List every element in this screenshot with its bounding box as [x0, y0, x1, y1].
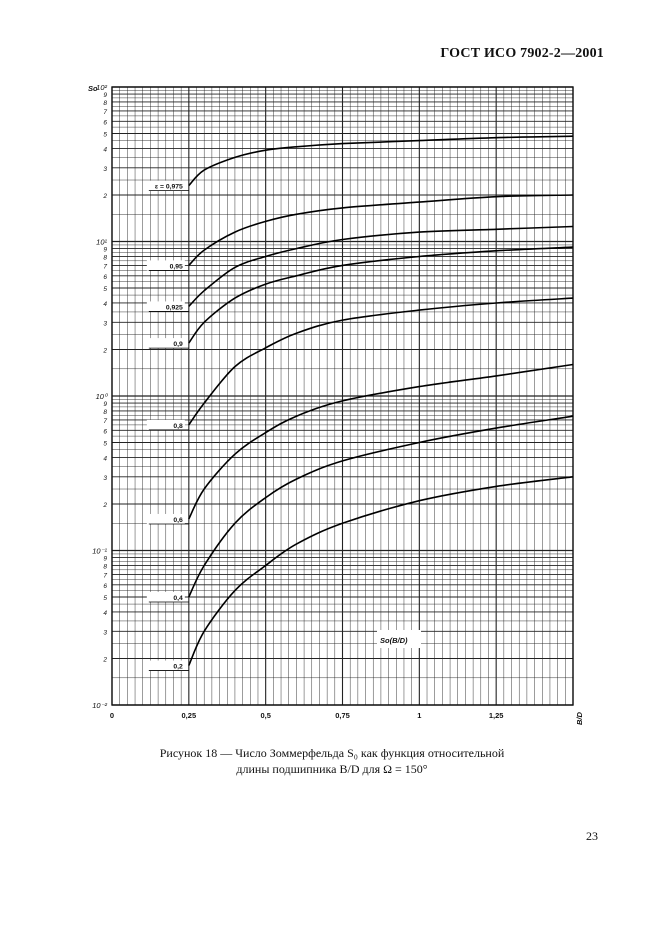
- y-axis-label: So: [88, 84, 98, 93]
- y-tick-label: 5: [103, 286, 107, 294]
- y-tick-label: 2: [103, 656, 107, 664]
- curve-label: 0,4: [173, 595, 183, 603]
- y-tick-label: 6: [103, 119, 107, 127]
- y-tick-label: 9: [103, 401, 107, 409]
- y-tick-label: 10⁰: [95, 392, 107, 401]
- y-tick-label: 9: [103, 555, 107, 563]
- y-tick-label: 6: [103, 582, 107, 590]
- page-number: 23: [586, 829, 598, 843]
- figure-caption: [110, 745, 554, 777]
- curve-label: 0,2: [173, 663, 183, 671]
- y-tick-label: 6: [103, 428, 107, 436]
- y-tick-label: 7: [103, 263, 107, 271]
- y-tick-label: 8: [103, 254, 107, 262]
- y-tick-label: 2: [103, 501, 107, 509]
- y-tick-label: 4: [103, 300, 107, 308]
- y-tick-label: 8: [103, 408, 107, 416]
- y-tick-label: 3: [103, 165, 107, 173]
- y-tick-label: 6: [103, 273, 107, 281]
- curve-label: 0,95: [169, 263, 183, 271]
- caption-line-1: Рисунок 18 — Число Зоммерфельда S₀ как функция относительной: [159, 746, 505, 760]
- x-tick-label: 0,5: [260, 711, 271, 720]
- y-tick-label: 5: [103, 440, 107, 448]
- y-tick-label: 8: [103, 99, 107, 107]
- y-tick-label: 7: [103, 108, 107, 116]
- curve-labels: [147, 181, 189, 671]
- y-tick-label: 10⁻¹: [92, 546, 107, 556]
- curve-label: 0,925: [165, 304, 183, 312]
- curve-label: 0,9: [173, 341, 183, 349]
- y-tick-label: 10⁻²: [92, 701, 107, 710]
- y-tick-label: 9: [103, 246, 107, 254]
- y-tick-labels: [92, 83, 108, 710]
- x-tick-label: 0,25: [181, 711, 197, 720]
- y-tick-label: 3: [103, 320, 107, 328]
- caption-line-2: длины подшипника B/D для Ω = 150°: [236, 762, 428, 776]
- y-tick-label: 10¹: [96, 237, 107, 247]
- x-tick-labels: [110, 711, 504, 720]
- y-tick-label: 4: [103, 455, 107, 463]
- x-tick-label: 1,25: [488, 711, 504, 720]
- y-tick-label: 4: [103, 609, 107, 617]
- x-tick-label: 0,75: [335, 711, 350, 720]
- y-tick-label: 3: [103, 629, 107, 637]
- curve-label: ε = 0,975: [154, 183, 183, 191]
- y-tick-label: 7: [103, 572, 107, 580]
- y-tick-label: 9: [103, 92, 107, 100]
- y-tick-label: 5: [103, 595, 107, 603]
- y-tick-label: 3: [103, 474, 107, 482]
- x-tick-label: 1: [417, 711, 422, 720]
- x-tick-label: 0: [109, 711, 115, 720]
- x-axis-label: B/D: [575, 712, 584, 725]
- curve-label: 0,8: [173, 422, 183, 430]
- annotation-text: So(B/D): [380, 636, 408, 645]
- curve-label: 0,6: [173, 516, 183, 524]
- y-tick-label: 2: [103, 192, 107, 200]
- y-tick-label: 10²: [96, 83, 107, 92]
- y-tick-label: 4: [103, 146, 107, 154]
- y-tick-label: 7: [103, 417, 107, 425]
- y-tick-label: 5: [103, 131, 107, 139]
- y-tick-label: 8: [103, 563, 107, 571]
- y-tick-label: 2: [103, 347, 107, 355]
- document-header: ГОСТ ИСО 7902-2—2001: [440, 46, 604, 61]
